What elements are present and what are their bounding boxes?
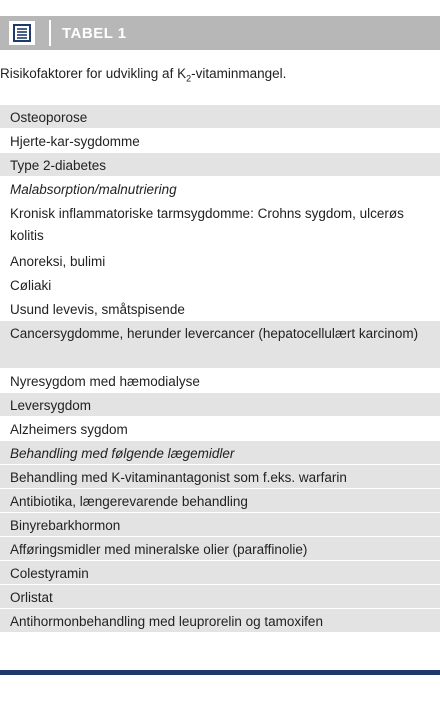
table-row <box>0 584 440 608</box>
table-row <box>0 296 440 320</box>
table-row <box>0 200 440 248</box>
row-text: Behandling med K-vitaminantagonist som f.eks. warfarin <box>10 470 347 485</box>
caption-prefix: Risikofaktorer for udvikling af K <box>0 66 187 81</box>
table-row <box>0 248 440 272</box>
row-text: Cancersygdomme, herunder levercancer (hepatocellulært karcinom) <box>10 326 419 341</box>
row-text: Binyrebarkhormon <box>10 518 121 533</box>
row-text: Type 2-diabetes <box>10 158 107 173</box>
header-divider <box>49 20 51 46</box>
table-row <box>0 560 440 584</box>
row-text: Kronisk inflammatoriske tarmsygdomme: Crohns sygdom, ulcerøs kolitis <box>10 206 404 243</box>
table-row <box>0 128 440 152</box>
table-row <box>0 104 440 128</box>
table-row <box>0 320 440 368</box>
table-row <box>0 152 440 176</box>
table-caption <box>0 66 286 84</box>
table-row <box>0 368 440 392</box>
row-text: Usund levevis, småtspisende <box>10 302 185 317</box>
table-icon <box>9 21 35 45</box>
table-row <box>0 416 440 440</box>
table-header-bar <box>0 16 440 50</box>
table-row <box>0 392 440 416</box>
table-row <box>0 272 440 296</box>
row-text: Behandling med følgende lægemidler <box>10 446 235 461</box>
row-text: Cøliaki <box>10 278 52 293</box>
table-row <box>0 536 440 560</box>
table-title: TABEL 1 <box>62 25 127 42</box>
row-text: Colestyramin <box>10 566 89 581</box>
row-text: Anoreksi, bulimi <box>10 254 106 269</box>
row-text: Hjerte-kar-sygdomme <box>10 134 140 149</box>
caption-subscript: 2 <box>186 73 192 84</box>
row-text: Antibiotika, længerevarende behandling <box>10 494 248 509</box>
bottom-rule <box>0 670 440 675</box>
table-row <box>0 464 440 488</box>
table-row <box>0 608 440 632</box>
caption-suffix: -vitaminmangel. <box>191 66 287 81</box>
row-text: Malabsorption/malnutriering <box>10 182 177 197</box>
row-text: Osteoporose <box>10 110 88 125</box>
table-row <box>0 440 440 464</box>
row-text: Nyresygdom med hæmodialyse <box>10 374 200 389</box>
row-text: Leversygdom <box>10 398 92 413</box>
row-text: Orlistat <box>10 590 53 605</box>
row-text: Alzheimers sygdom <box>10 422 128 437</box>
table-row <box>0 176 440 200</box>
row-text: Afføringsmidler med mineralske olier (paraffinolie) <box>10 542 308 557</box>
table-row <box>0 488 440 512</box>
risk-factor-table <box>0 104 440 632</box>
row-text: Antihormonbehandling med leuprorelin og tamoxifen <box>10 614 323 629</box>
table-row <box>0 512 440 536</box>
